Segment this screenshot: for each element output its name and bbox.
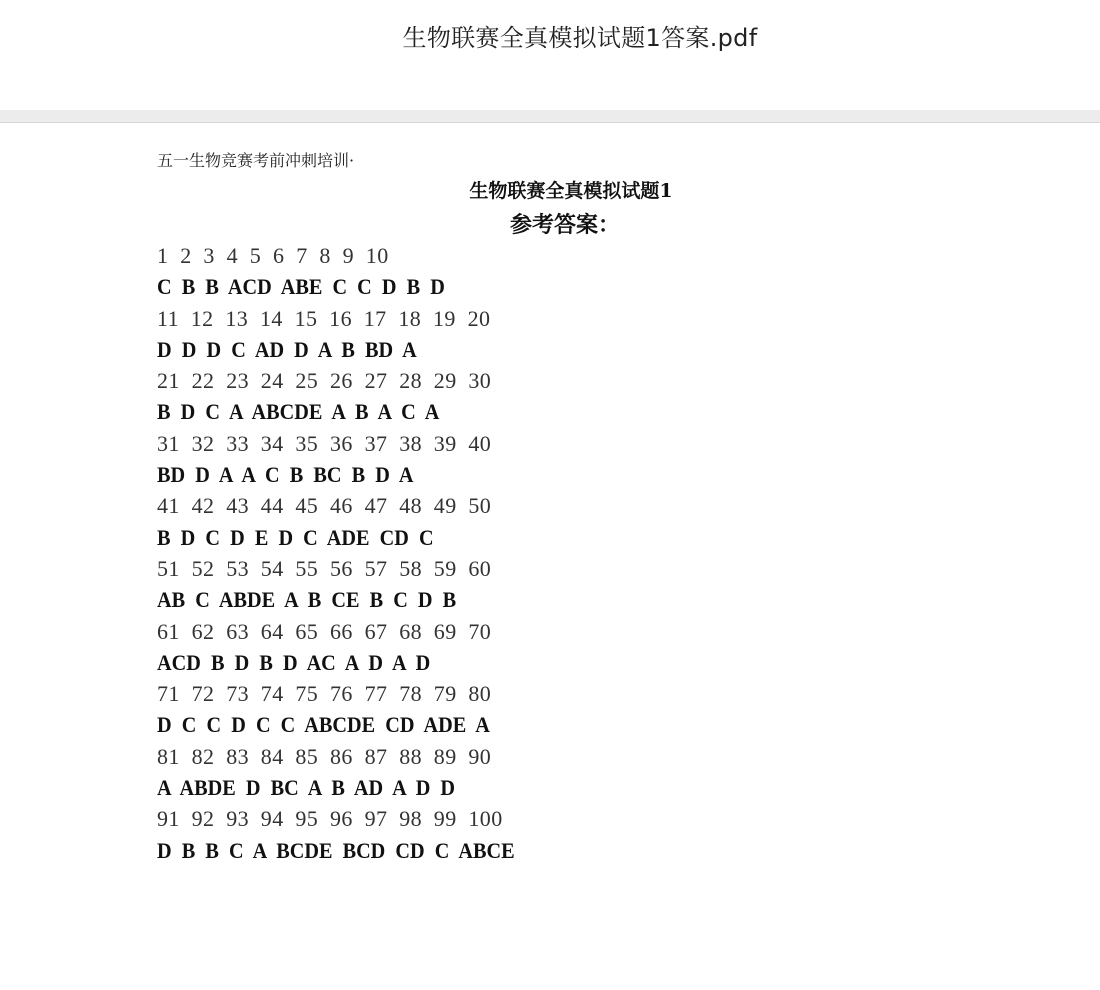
document-title: 生物联赛全真模拟试题1 [469,180,673,202]
question-numbers-row: 91 92 93 94 95 96 97 98 99 100 [157,806,503,832]
answers-row: ACD B D B D AC A D A D [157,649,431,675]
toolbar-divider [0,110,1100,123]
question-numbers-row: 41 42 43 44 45 46 47 48 49 50 [157,493,492,519]
answers-row: AB C ABDE A B CE B C D B [157,587,457,613]
answers-row: B D C A ABCDE A B A C A [157,399,440,425]
document-subtitle: 参考答案： [509,212,620,238]
answers-row: D D D C AD D A B BD A [157,336,417,362]
answers-row: A ABDE D BC A B AD A D D [157,775,456,801]
answers-row: C B B ACD ABE C C D B D [157,274,445,300]
answers-row: B D C D E D C ADE CD C [157,524,434,550]
answers-row: BD D A A C B BC B D A [157,462,414,488]
question-numbers-row: 51 52 53 54 55 56 57 58 59 60 [157,555,492,581]
answers-row: D B B C A BCDE BCD CD C ABCE [157,837,515,863]
answer-key [157,240,857,866]
question-numbers-row: 31 32 33 34 35 36 37 38 39 40 [157,430,492,456]
viewer-toolbar [0,0,1100,110]
question-numbers-row: 71 72 73 74 75 76 77 78 79 80 [157,681,492,707]
question-numbers-row: 61 62 63 64 65 66 67 68 69 70 [157,618,492,644]
file-title: 生物联赛全真模拟试题1答案.pdf [402,24,758,52]
question-numbers-row: 11 12 13 14 15 16 17 18 19 20 [157,305,491,331]
question-numbers-row: 21 22 23 24 25 26 27 28 29 30 [157,368,492,394]
document-header: 五一生物竞赛考前冲刺培训· [157,151,355,170]
answers-row: D C C D C C ABCDE CD ADE A [157,712,490,738]
question-numbers-row: 81 82 83 84 85 86 87 88 89 90 [157,743,492,769]
question-numbers-row: 1 2 3 4 5 6 7 8 9 10 [157,243,389,268]
